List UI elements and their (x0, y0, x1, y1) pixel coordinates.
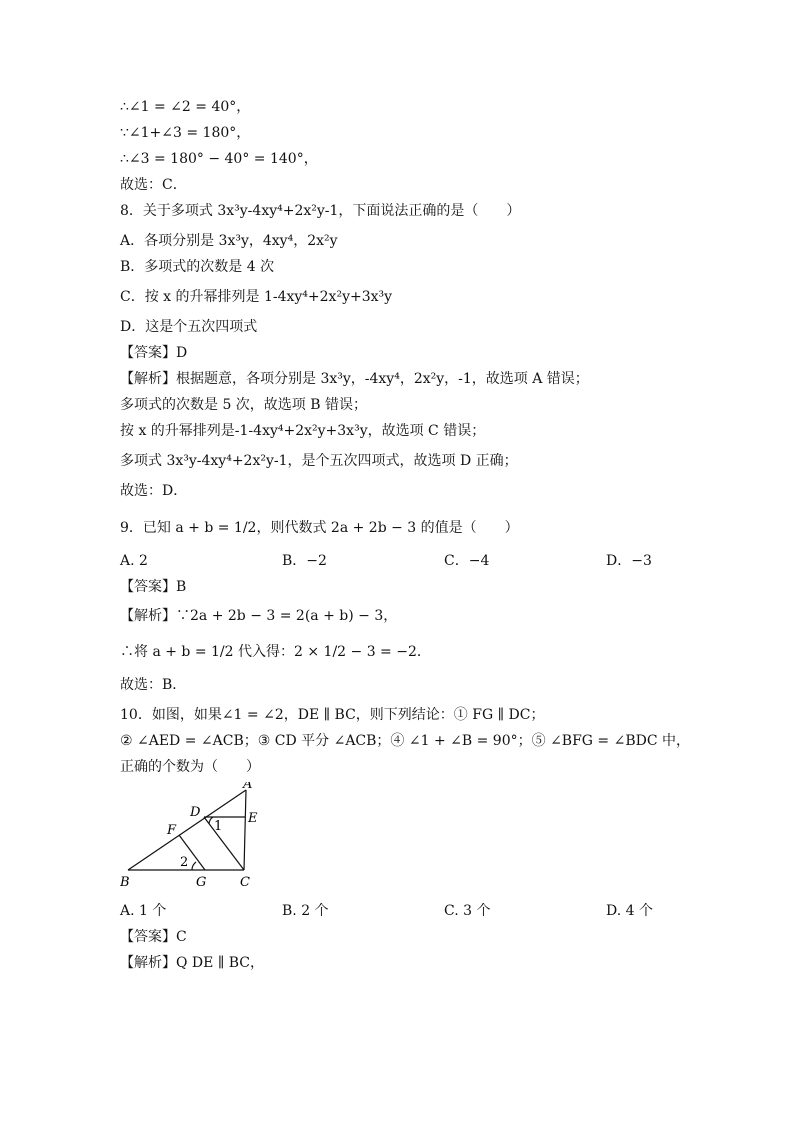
text-line: ∴∠1 = ∠2 = 40°， (120, 99, 251, 115)
label-B: B (120, 875, 130, 890)
q9-option: A. 2 (120, 553, 148, 569)
label-F: F (167, 823, 177, 838)
label-angle-2: 2 (180, 855, 189, 870)
question-9: 9．已知 a + b = 1/2，则代数式 2a + 2b − 3 的值是（ ） (120, 520, 519, 536)
q9-answer: 【答案】B (120, 579, 187, 595)
line-DC (204, 817, 244, 870)
q9-option: C．−4 (444, 553, 490, 569)
q8-explanation: 【解析】根据题意，各项分别是 3x³y，-4xy⁴，2x²y，-1，故选项 A 错误； (120, 371, 589, 387)
text-line: ∴∠3 = 180° − 40° = 140°， (120, 151, 318, 167)
text-line: 故选：C． (120, 177, 187, 193)
q8-answer: 【答案】D (120, 345, 188, 361)
q9-option: B．−2 (282, 553, 327, 569)
label-angle-1: 1 (214, 819, 223, 834)
question-8: 8．关于多项式 3x³y-4xy⁴+2x²y-1，下面说法正确的是（ ） (120, 203, 521, 219)
label-C: C (240, 875, 250, 890)
q9-option: D．−3 (606, 553, 652, 569)
q8-option-d: D．这是个五次四项式 (120, 319, 258, 335)
q10-explanation: 【解析】Q DE ∥ BC， (120, 955, 264, 971)
q8-option-b: B．多项式的次数是 4 次 (120, 259, 275, 275)
triangle-diagram (120, 782, 280, 894)
line-AC (244, 790, 246, 870)
question-10: 10．如图，如果∠1 = ∠2，DE ∥ BC，则下列结论：① FG ∥ DC； (120, 707, 545, 723)
label-D: D (190, 805, 201, 820)
text-line: ∵∠1+∠3 = 180°， (120, 125, 251, 141)
q10-option: D. 4 个 (606, 903, 653, 919)
q8-option-a: A．各项分别是 3x³y，4xy⁴，2x²y (120, 233, 338, 249)
q10-option: A. 1 个 (120, 903, 167, 919)
q9-conclusion: 故选：B． (120, 677, 187, 693)
q8-explanation: 按 x 的升幂排列是-1-4xy⁴+2x²y+3x³y，故选项 C 错误； (120, 423, 486, 439)
q8-option-c: C．按 x 的升幂排列是 1-4xy⁴+2x²y+3x³y (120, 289, 393, 305)
q10-option: B. 2 个 (282, 903, 329, 919)
label-E: E (248, 811, 258, 826)
document-page (120, 94, 700, 976)
question-10-conditions: ② ∠AED = ∠ACB；③ CD 平分 ∠ACB；④ ∠1 + ∠B = 90°；⑤ ∠BFG = ∠BDC 中， (120, 733, 691, 749)
q9-explanation: 【解析】∵2a + 2b − 3 = 2(a + b) − 3， (120, 608, 398, 624)
label-G: G (196, 875, 207, 890)
q8-explanation: 多项式 3x³y-4xy⁴+2x²y-1，是个五次四项式，故选项 D 正确； (120, 453, 518, 469)
geometry-figure (120, 782, 280, 894)
q8-conclusion: 故选：D． (120, 483, 188, 499)
q10-options (120, 898, 700, 924)
q9-explanation: ∴将 a + b = 1/2 代入得：2 × 1/2 − 3 = −2． (120, 644, 431, 660)
q10-option: C. 3 个 (444, 903, 491, 919)
question-10-prompt: 正确的个数为（ ） (120, 759, 260, 775)
q8-explanation: 多项式的次数是 5 次，故选项 B 错误； (120, 397, 367, 413)
q10-answer: 【答案】C (120, 929, 187, 945)
angle-1-arc (209, 817, 213, 824)
angle-2-arc (192, 862, 196, 870)
label-A: A (243, 782, 253, 792)
q9-options (120, 548, 700, 574)
